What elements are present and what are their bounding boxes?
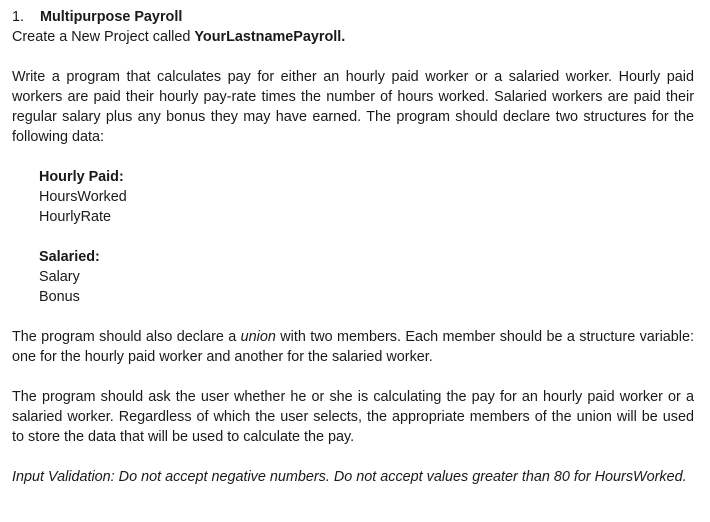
project-instruction bbox=[12, 27, 694, 47]
ask-user-paragraph: The program should ask the user whether he or she is calculating the pay for an hourly paid worker or a salaried worker. Regardless of which the user selects, the appropriate members of the union will be used to store the data that will be used to calculate the pay. bbox=[12, 389, 694, 445]
input-validation-paragraph: Input Validation: Do not accept negative numbers. Do not accept values greater than 80 for HoursWorked. bbox=[12, 469, 687, 485]
assignment-title: Multipurpose Payroll bbox=[40, 9, 183, 25]
hourly-field-hoursworked: HoursWorked bbox=[39, 189, 127, 205]
project-name: YourLastnamePayroll. bbox=[194, 29, 346, 45]
hourly-structure bbox=[39, 167, 694, 227]
salaried-structure bbox=[39, 247, 694, 307]
union-emphasis: union bbox=[240, 329, 276, 345]
salaried-field-bonus: Bonus bbox=[39, 289, 80, 305]
hourly-label: Hourly Paid: bbox=[39, 169, 124, 185]
hourly-field-hourlyrate: HourlyRate bbox=[39, 209, 111, 225]
union-paragraph bbox=[12, 327, 694, 367]
project-instruction-text: Create a New Project called bbox=[12, 29, 195, 45]
assignment-document bbox=[12, 7, 694, 487]
intro-paragraph: Write a program that calculates pay for either an hourly paid worker or a salaried worker. Hourly paid workers are paid their hourly pay-rate times the number of hours worked. Salaried workers are paid their regular salary plus any bonus they may have earned. The program should declare two structures for the following data: bbox=[12, 69, 694, 145]
assignment-heading bbox=[12, 7, 694, 27]
union-text-after: with two members. Each member should be a structure variable: one for the hourly paid worker and another for the salaried worker. bbox=[12, 329, 694, 365]
union-text-before: The program should also declare a bbox=[12, 329, 241, 345]
item-number: 1. bbox=[12, 9, 25, 25]
salaried-field-salary: Salary bbox=[39, 269, 80, 285]
salaried-label: Salaried: bbox=[39, 249, 100, 265]
